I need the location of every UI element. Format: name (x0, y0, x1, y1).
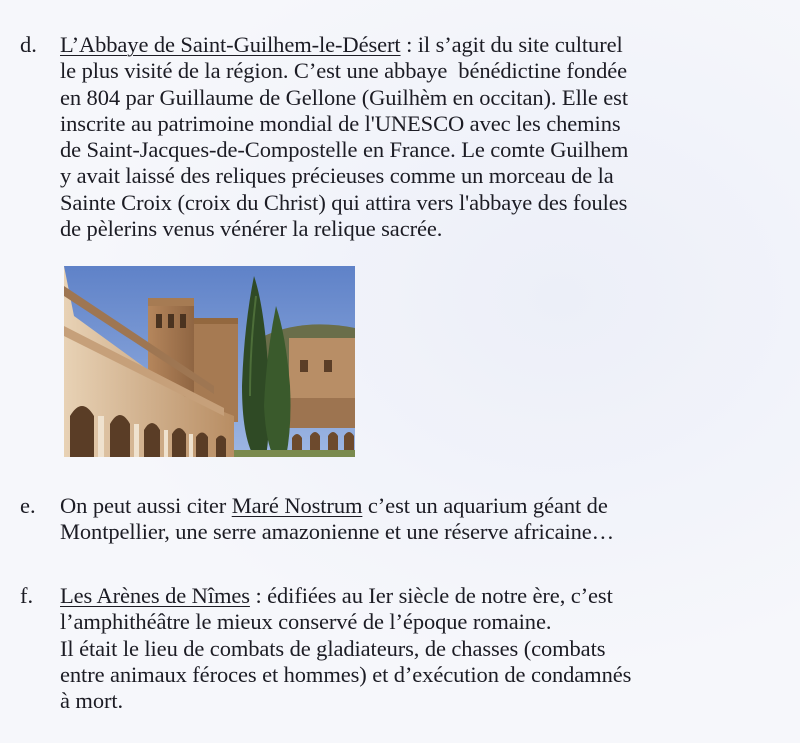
abbey-cloister-photo (64, 266, 355, 457)
item-f-line-1-text: édifiées au Ier siècle de notre ère, c’est (267, 583, 613, 608)
item-d-line-1-text: il s’agit du site culturel (417, 32, 623, 57)
arenes-heading: Les Arènes de Nîmes (60, 583, 250, 608)
arenes-separator: : (249, 583, 268, 608)
item-f-text (60, 583, 785, 714)
abbey-separator: : (400, 32, 418, 57)
item-f-line-3: Il était le lieu de combats de gladiateurs, de chasses (combats (60, 635, 606, 661)
item-d-line-1 (60, 32, 785, 58)
abbey-cloister-illustration (64, 266, 355, 457)
item-f-line-4: entre animaux féroces et hommes) et d’exécution de condamnés (60, 661, 632, 687)
item-f-line-1 (60, 583, 785, 609)
item-d-line-8: de pèlerins venus vénérer la relique sacrée. (60, 216, 443, 242)
item-f-line-2: l’amphithéâtre le mieux conservé de l’époque romaine. (60, 609, 552, 635)
item-d-line-6: y avait laissé des reliques précieuses comme un morceau de la (60, 163, 614, 189)
item-e-text (60, 493, 785, 546)
item-d-line-4: inscrite au patrimoine mondial de l'UNESCO avec les chemins (60, 110, 621, 136)
item-e-before: On peut aussi citer (60, 493, 232, 518)
item-e-line-2: Montpellier, une serre amazonienne et une réserve africaine… (60, 519, 615, 545)
item-d-line-3: en 804 par Guillaume de Gellone (Guilhèm en occitan). Elle est (60, 84, 628, 110)
list-marker-d: d. (20, 32, 37, 57)
abbey-heading: L’Abbaye de Saint-Guilhem-le-Désert (60, 32, 401, 57)
mare-nostrum-link: Maré Nostrum (231, 493, 363, 518)
list-marker-f: f. (20, 583, 34, 608)
item-d-line-5: de Saint-Jacques-de-Compostelle en France. Le comte Guilhem (60, 137, 629, 163)
item-e-after: c’est un aquarium géant de (362, 493, 608, 518)
item-d-line-2: le plus visité de la région. C’est une abbaye bénédictine fondée (60, 58, 628, 84)
list-marker-e: e. (20, 493, 36, 518)
item-f-line-5: à mort. (60, 688, 124, 714)
item-d-text (60, 32, 785, 242)
item-d-line-7: Sainte Croix (croix du Christ) qui attira vers l'abbaye des foules (60, 189, 628, 215)
item-e-line-1 (60, 493, 785, 519)
